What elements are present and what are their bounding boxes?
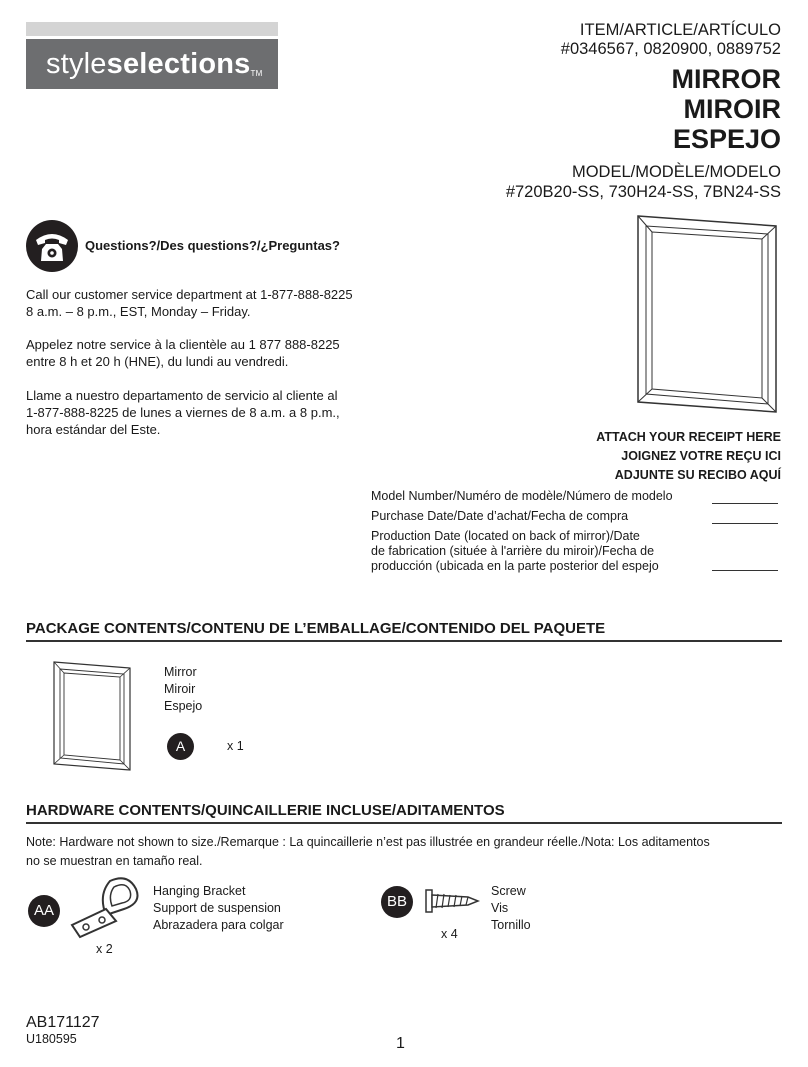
contact-en: [26, 286, 386, 320]
contact-fr-line2: entre 8 h et 20 h (HNE), du lundi au vendredi.: [26, 354, 289, 369]
telephone-icon: [26, 220, 78, 272]
brand-logo: [26, 39, 278, 89]
production-date-label: [371, 529, 711, 574]
questions-heading: Questions?/Des questions?/¿Preguntas?: [85, 238, 340, 253]
attach-es: ADJUNTE SU RECIBO AQUÍ: [614, 468, 781, 482]
contact-en-line1: Call our customer service department at 1-877-888-8225: [26, 287, 353, 302]
mirror-illustration: [636, 214, 778, 414]
bracket-quantity: x 2: [96, 942, 113, 956]
logo-style: style: [46, 48, 107, 80]
hardware-divider: [26, 822, 782, 824]
mirror-small-illustration: [52, 660, 132, 772]
screw-icon: [424, 888, 480, 914]
model-number-label: Model Number/Numéro de modèle/Número de modelo: [371, 489, 673, 503]
logo-tm: TM: [250, 69, 263, 78]
logo-top-bar: [26, 22, 278, 36]
hardware-note: [26, 833, 784, 871]
model-numbers: #720B20-SS, 730H24-SS, 7BN24-SS: [505, 183, 781, 201]
production-line3: producción (ubicada en la parte posterior del espejo: [371, 559, 659, 573]
model-label: MODEL/MODÈLE/MODELO: [571, 163, 781, 181]
package-contents-title: PACKAGE CONTENTS/CONTENU DE L’EMBALLAGE/CONTENIDO DEL PAQUETE: [26, 620, 606, 637]
part-badge-a: A: [167, 733, 194, 760]
contact-fr-line1: Appelez notre service à la clientèle au 1 877 888-8225: [26, 337, 340, 352]
screw-label-fr: Vis: [491, 901, 509, 915]
bracket-labels: [153, 883, 284, 934]
screw-label-es: Tornillo: [491, 918, 531, 932]
screw-quantity: x 4: [441, 927, 458, 941]
bracket-label-es: Abrazadera para colgar: [153, 918, 284, 932]
note-line2: no se muestran en tamaño real.: [26, 854, 203, 868]
purchase-date-line[interactable]: [712, 523, 778, 524]
mirror-quantity: x 1: [227, 739, 244, 753]
screw-label-en: Screw: [491, 884, 526, 898]
hardware-contents-title: HARDWARE CONTENTS/QUINCAILLERIE INCLUSE/ADITAMENTOS: [26, 802, 505, 819]
part-badge-bb: BB: [381, 886, 413, 918]
bracket-label-fr: Support de suspension: [153, 901, 281, 915]
attach-en: ATTACH YOUR RECEIPT HERE: [596, 430, 781, 444]
title-en: MIRROR: [671, 64, 781, 94]
contact-es-line1: Llame a nuestro departamento de servicio al cliente al: [26, 388, 338, 403]
model-number-line[interactable]: [712, 503, 778, 504]
document-sub-code: U180595: [26, 1032, 77, 1046]
document-code: AB171127: [26, 1014, 100, 1031]
item-numbers: #0346567, 0820900, 0889752: [560, 40, 781, 58]
screw-labels: [491, 883, 531, 934]
attach-fr: JOIGNEZ VOTRE REÇU ICI: [621, 449, 781, 463]
item-label: ITEM/ARTICLE/ARTÍCULO: [579, 21, 781, 39]
purchase-date-label: Purchase Date/Date d’achat/Fecha de compra: [371, 509, 629, 523]
production-line1: Production Date (located on back of mirror)/Date: [371, 529, 640, 543]
production-date-line[interactable]: [712, 570, 778, 571]
page-number: 1: [396, 1035, 405, 1052]
part-badge-aa: AA: [28, 895, 60, 927]
mirror-item-labels: [164, 664, 202, 715]
logo-selections: selections: [106, 48, 251, 80]
title-es: ESPEJO: [672, 124, 781, 154]
contact-es: [26, 387, 386, 438]
mirror-label-es: Espejo: [164, 699, 203, 713]
mirror-label-en: Mirror: [164, 665, 197, 679]
title-fr: MIROIR: [683, 94, 781, 124]
mirror-label-fr: Miroir: [164, 682, 196, 696]
hanging-bracket-icon: [66, 875, 148, 941]
contact-en-line2: 8 a.m. – 8 p.m., EST, Monday – Friday.: [26, 304, 251, 319]
contact-fr: [26, 336, 386, 370]
production-line2: de fabrication (située à l'arrière du miroir)/Fecha de: [371, 544, 655, 558]
package-divider: [26, 640, 782, 642]
contact-es-line3: hora estándar del Este.: [26, 422, 161, 437]
note-line1: Note: Hardware not shown to size./Remarque : La quincaillerie n’est pas illustrée en grandeur réelle./Nota: Los aditamentos: [26, 835, 710, 849]
contact-es-line2: 1-877-888-8225 de lunes a viernes de 8 a.m. a 8 p.m.,: [26, 405, 340, 420]
bracket-label-en: Hanging Bracket: [153, 884, 246, 898]
